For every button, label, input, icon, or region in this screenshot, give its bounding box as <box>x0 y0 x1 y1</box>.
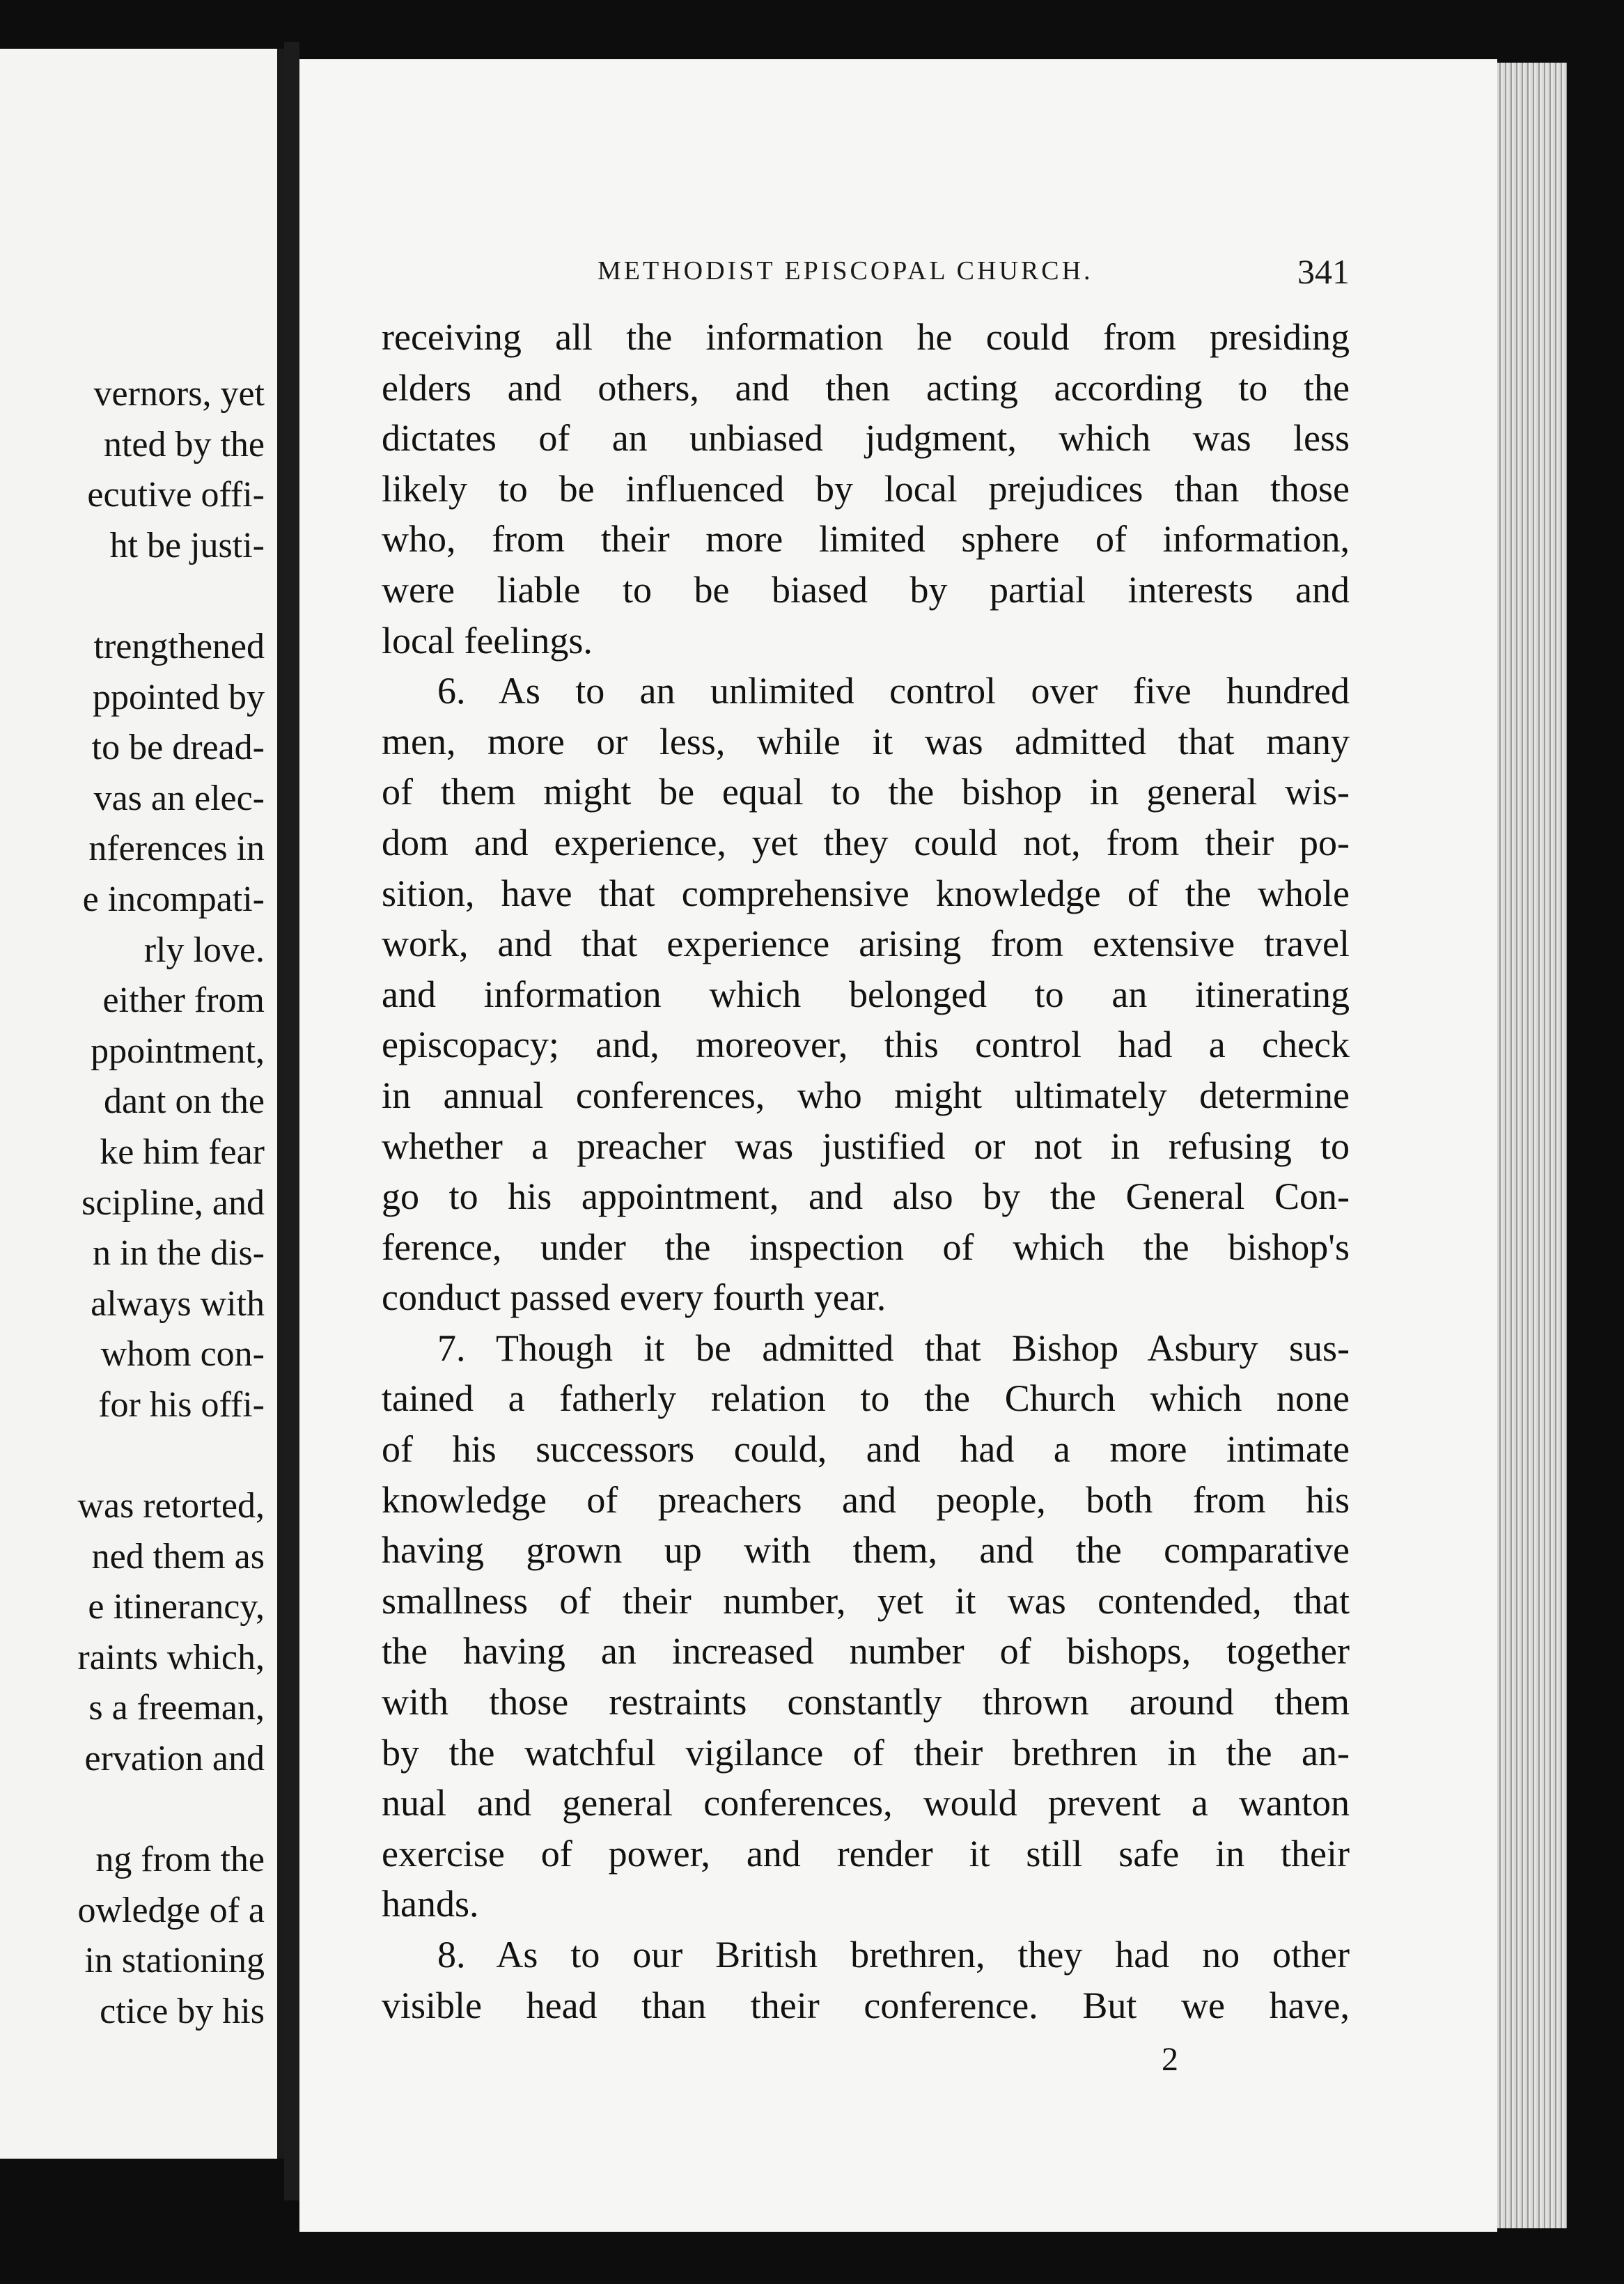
left-page-line: nted by the <box>103 424 265 464</box>
text-line: sition, have that comprehensive knowledge of the whole <box>382 872 1350 914</box>
text-line: episcopacy; and, moreover, this control had a check <box>382 1024 1350 1066</box>
left-page-line: ned them as <box>91 1536 265 1577</box>
left-page-line: e incompati- <box>82 879 265 919</box>
text-line: and information which belonged to an itinerating <box>382 973 1350 1015</box>
text-line: likely to be influenced by local prejudices than those <box>382 467 1350 510</box>
left-page-line: always with <box>91 1283 265 1324</box>
text-line: with those restraints constantly thrown around them <box>382 1681 1350 1723</box>
text-line: 7. Though it be admitted that Bishop Asbury sus- <box>437 1327 1350 1369</box>
left-page-text <box>77 369 265 2037</box>
left-page-line: raints which, <box>77 1637 265 1677</box>
page-number: 341 <box>1297 252 1350 291</box>
text-line: of his successors could, and had a more intimate <box>382 1428 1350 1471</box>
left-page-line <box>77 1430 265 1481</box>
left-page-line: rly love. <box>143 930 265 970</box>
text-line: dom and experience, yet they could not, from their po- <box>382 821 1350 863</box>
left-page-line <box>77 571 265 622</box>
text-line: who, from their more limited sphere of information, <box>382 518 1350 561</box>
left-page-line: trengthened <box>93 626 265 666</box>
text-line: conduct passed every fourth year. <box>382 1276 887 1319</box>
text-line: tained a fatherly relation to the Church which none <box>382 1377 1350 1420</box>
page-header <box>598 252 1350 297</box>
left-page-line: either from <box>102 980 265 1021</box>
page-edges <box>1497 63 1567 2228</box>
text-line: receiving all the information he could from presiding <box>382 316 1350 358</box>
left-page-line: ppointment, <box>91 1031 265 1071</box>
left-page-line: was retorted, <box>77 1486 265 1526</box>
running-title: METHODIST EPISCOPAL CHURCH. <box>598 256 1093 286</box>
left-page-line: nferences in <box>88 829 265 869</box>
text-line: ference, under the inspection of which the bishop's <box>382 1226 1350 1268</box>
left-page-line: vas an elec- <box>93 778 265 818</box>
left-page-line: ppointed by <box>93 677 265 717</box>
left-page-line: ke him fear <box>100 1132 265 1172</box>
text-line: smallness of their number, yet it was contended, that <box>382 1579 1350 1622</box>
book-gutter <box>284 42 299 2200</box>
text-line: 6. As to an unlimited control over five hundred <box>437 670 1350 712</box>
left-page-line: n in the dis- <box>93 1233 265 1274</box>
text-line: in annual conferences, who might ultimately determine <box>382 1074 1350 1116</box>
left-page-line: ervation and <box>84 1739 265 1779</box>
text-line: work, and that experience arising from extensive travel <box>382 923 1350 965</box>
left-page-line: dant on the <box>103 1081 265 1122</box>
left-page-line: whom con- <box>100 1334 265 1375</box>
text-line: nual and general conferences, would prevent a wanton <box>382 1782 1350 1824</box>
text-line: 8. As to our British brethren, they had no other <box>437 1934 1350 1976</box>
left-page-line: ng from the <box>95 1840 265 1880</box>
left-page-line: ctice by his <box>100 1992 265 2031</box>
left-page-line: owledge of a <box>77 1890 265 1930</box>
text-line: go to his appointment, and also by the General Con- <box>382 1175 1350 1218</box>
left-page-line: scipline, and <box>81 1182 265 1223</box>
body-text <box>382 312 1350 2031</box>
left-page-line: s a freeman, <box>88 1688 265 1728</box>
left-page-line: to be dread- <box>91 728 265 768</box>
left-page-line: vernors, yet <box>93 374 265 414</box>
text-line: exercise of power, and render it still safe in their <box>382 1832 1350 1875</box>
left-page-line: in stationing <box>84 1941 265 1981</box>
left-page-line: for his offi- <box>98 1384 265 1425</box>
text-line: hands. <box>382 1883 479 1925</box>
signature-mark: 2 <box>1162 2041 1178 2078</box>
left-page <box>0 49 284 2159</box>
text-line: knowledge of preachers and people, both from his <box>382 1478 1350 1521</box>
text-line: local feelings. <box>382 619 593 662</box>
text-line: were liable to be biased by partial interests and <box>382 568 1350 611</box>
text-line: the having an increased number of bishops, together <box>382 1630 1350 1673</box>
left-page-line: ht be justi- <box>109 525 265 565</box>
text-line: of them might be equal to the bishop in general wis- <box>382 771 1350 813</box>
text-line: dictates of an unbiased judgment, which was less <box>382 417 1350 460</box>
text-line: men, more or less, while it was admitted that many <box>382 720 1350 762</box>
text-line: elders and others, and then acting according to the <box>382 366 1350 409</box>
text-line: having grown up with them, and the comparative <box>382 1529 1350 1572</box>
left-page-line <box>77 1785 265 1836</box>
text-line: whether a preacher was justified or not in refusing to <box>382 1125 1350 1167</box>
left-page-line: e itinerancy, <box>88 1587 265 1627</box>
left-page-line: ecutive offi- <box>87 475 265 515</box>
text-line: by the watchful vigilance of their brethren in the an- <box>382 1731 1350 1774</box>
text-line: visible head than their conference. But we have, <box>382 1984 1350 2026</box>
